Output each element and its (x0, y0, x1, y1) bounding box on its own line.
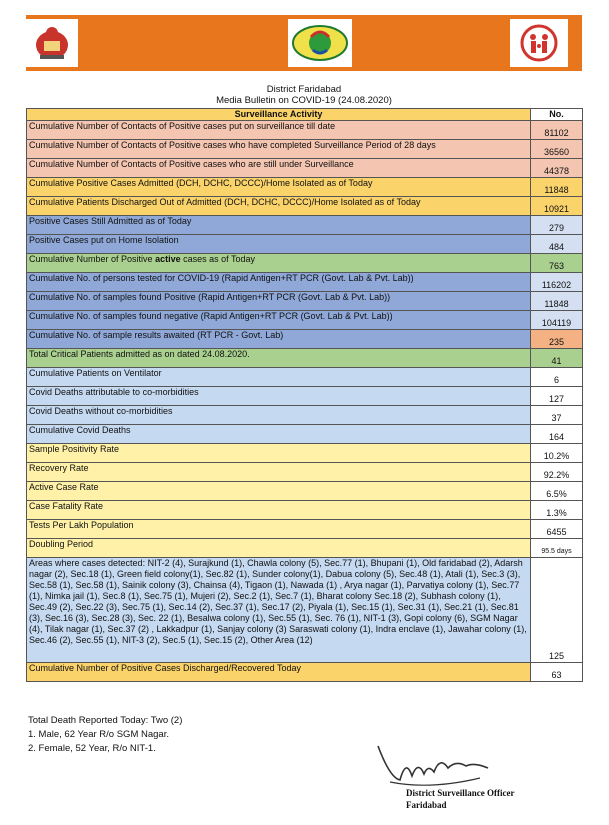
table-row (27, 311, 583, 330)
table-row (27, 216, 583, 235)
table-row (27, 121, 583, 140)
death-detail-1: 1. Male, 62 Year R/o SGM Nagar. (28, 729, 169, 740)
value-cell: 6 (531, 368, 583, 387)
health-logo-icon (510, 19, 568, 67)
table-row (27, 273, 583, 292)
surveillance-table (26, 108, 583, 682)
value-cell: 10921 (531, 197, 583, 216)
table-row (27, 254, 583, 273)
value-cell: 116202 (531, 273, 583, 292)
activity-cell: Cumulative Number of Positive active cases as of Today (27, 254, 531, 273)
deaths-today: Total Death Reported Today: Two (2) (28, 715, 183, 726)
officer-signature-block (406, 787, 514, 811)
activity-cell: Cumulative No. of sample results awaited (RT PCR - Govt. Lab) (27, 330, 531, 349)
activity-cell: Cumulative Number of Contacts of Positive cases put on surveillance till date (27, 121, 531, 140)
activity-cell: Active Case Rate (27, 482, 531, 501)
value-cell: 125 (531, 558, 583, 663)
activity-cell: Tests Per Lakh Population (27, 520, 531, 539)
activity-cell: Areas where cases detected: NIT-2 (4), Surajkund (1), Chawla colony (5), Sec.77 (1), Bhupani (1), Old faridabad (2), Adarsh nagar (2), Sec.18 (1), Green field colony(1), Sec.82 (1), Sunder colony(1), Dabua colony (5), Sec.48 (1), Atali (1), Sec.3 (3), Sec.58 (1), Sec.58 (1), Sainik colony (3), Chainsa (4), Tigaon (1), Nawada (1) , Arya nagar (1), Parvatiya colony (1), Sec.77 (1), Nimka jail (1), Sec.8 (1), Sec.75 (1), Mujeri (2), Sec.2 (1), Sec.7 (1), Bharat colony Sec.18 (2), Subhash colony (1), Sec.49 (2), Sec.22 (3), Sec.75 (1), Sec.14 (2), Sec.37 (1), Sec.17 (2), Piyala (1), Sec.15 (1), Sec.31 (1), Sec.21 (1), Sec.81 (3), Sec.16 (3), Sec.28 (3), Sec. 22 (1), Besalwa colony (1), Sec.55 (1), Sec. 76 (1), NIT-1 (3), Gopi colony (6), SGM Nagar (4), Tilak nagar (1), Sec.37 (2) , Lakkadpur (1), Sanjay colony (3) Saraswati colony (1), Indra enclave (1), Jawahar colony (1), Sec.46 (2), Sec.55 (1), NIT-3 (2), Sec.5 (1), Sec.15 (2), Other Area (12) (27, 558, 531, 663)
activity-cell: Cumulative Number of Contacts of Positive cases who have completed Surveillance Period of 28 days (27, 140, 531, 159)
activity-cell: Doubling Period (27, 539, 531, 558)
value-cell: 279 (531, 216, 583, 235)
table-row (27, 425, 583, 444)
district-logo-icon (288, 19, 352, 67)
table-row (27, 349, 583, 368)
activity-cell: Total Critical Patients admitted as on dated 24.08.2020. (27, 349, 531, 368)
value-cell: 1.3% (531, 501, 583, 520)
table-row (27, 663, 583, 682)
haryana-emblem-icon (26, 19, 78, 67)
activity-cell: Cumulative No. of persons tested for COVID-19 (Rapid Antigen+RT PCR (Govt. Lab & Pvt. Lab)) (27, 273, 531, 292)
bulletin-title: Media Bulletin on COVID-19 (24.08.2020) (216, 95, 392, 106)
value-cell: 11848 (531, 178, 583, 197)
table-row (27, 520, 583, 539)
table-row (27, 140, 583, 159)
value-cell: 164 (531, 425, 583, 444)
value-cell: 127 (531, 387, 583, 406)
activity-cell: Cumulative Positive Cases Admitted (DCH, DCHC, DCCC)/Home Isolated as of Today (27, 178, 531, 197)
value-cell: 6455 (531, 520, 583, 539)
activity-cell: Covid Deaths without co-morbidities (27, 406, 531, 425)
activity-cell: Sample Positivity Rate (27, 444, 531, 463)
table-row (27, 235, 583, 254)
value-cell: 95.5 days (531, 539, 583, 558)
value-cell: 11848 (531, 292, 583, 311)
activity-cell: Positive Cases put on Home Isolation (27, 235, 531, 254)
value-cell: 37 (531, 406, 583, 425)
table-row (27, 444, 583, 463)
table-row (27, 406, 583, 425)
value-cell: 484 (531, 235, 583, 254)
table-row (27, 482, 583, 501)
activity-cell: Cumulative No. of samples found Positive (Rapid Antigen+RT PCR (Govt. Lab & Pvt. Lab)) (27, 292, 531, 311)
value-cell: 63 (531, 663, 583, 682)
table-row (27, 292, 583, 311)
table-row (27, 539, 583, 558)
value-cell: 6.5% (531, 482, 583, 501)
officer-place: Faridabad (406, 800, 447, 810)
table-row (27, 330, 583, 349)
value-cell: 81102 (531, 121, 583, 140)
activity-cell: Cumulative Patients on Ventilator (27, 368, 531, 387)
activity-cell: Cumulative Patients Discharged Out of Admitted (DCH, DCHC, DCCC)/Home Isolated as of Today (27, 197, 531, 216)
value-cell: 36560 (531, 140, 583, 159)
table-row (27, 368, 583, 387)
table-row (27, 558, 583, 663)
header-activity: Surveillance Activity (27, 109, 531, 121)
death-detail-2: 2. Female, 52 Year, R/o NIT-1. (28, 743, 156, 754)
activity-cell: Cumulative Number of Contacts of Positive cases who are still under Surveillance (27, 159, 531, 178)
activity-cell: Cumulative Number of Positive Cases Discharged/Recovered Today (27, 663, 531, 682)
table-row (27, 463, 583, 482)
officer-title: District Surveillance Officer (406, 788, 515, 798)
table-row (27, 159, 583, 178)
activity-cell: Case Fatality Rate (27, 501, 531, 520)
activity-cell: Recovery Rate (27, 463, 531, 482)
value-cell: 10.2% (531, 444, 583, 463)
activity-cell: Cumulative No. of samples found negative (Rapid Antigen+RT PCR (Govt. Lab & Pvt. Lab)) (27, 311, 531, 330)
activity-cell: Covid Deaths attributable to co-morbidities (27, 387, 531, 406)
activity-cell: Cumulative Covid Deaths (27, 425, 531, 444)
value-cell: 44378 (531, 159, 583, 178)
table-row (27, 387, 583, 406)
table-row (27, 178, 583, 197)
header-banner (26, 15, 582, 71)
value-cell: 235 (531, 330, 583, 349)
value-cell: 104119 (531, 311, 583, 330)
value-cell: 763 (531, 254, 583, 273)
value-cell: 41 (531, 349, 583, 368)
activity-cell: Positive Cases Still Admitted as of Today (27, 216, 531, 235)
table-row (27, 501, 583, 520)
value-cell: 92.2% (531, 463, 583, 482)
header-no: No. (531, 109, 583, 121)
district-title: District Faridabad (266, 84, 342, 95)
table-row (27, 197, 583, 216)
